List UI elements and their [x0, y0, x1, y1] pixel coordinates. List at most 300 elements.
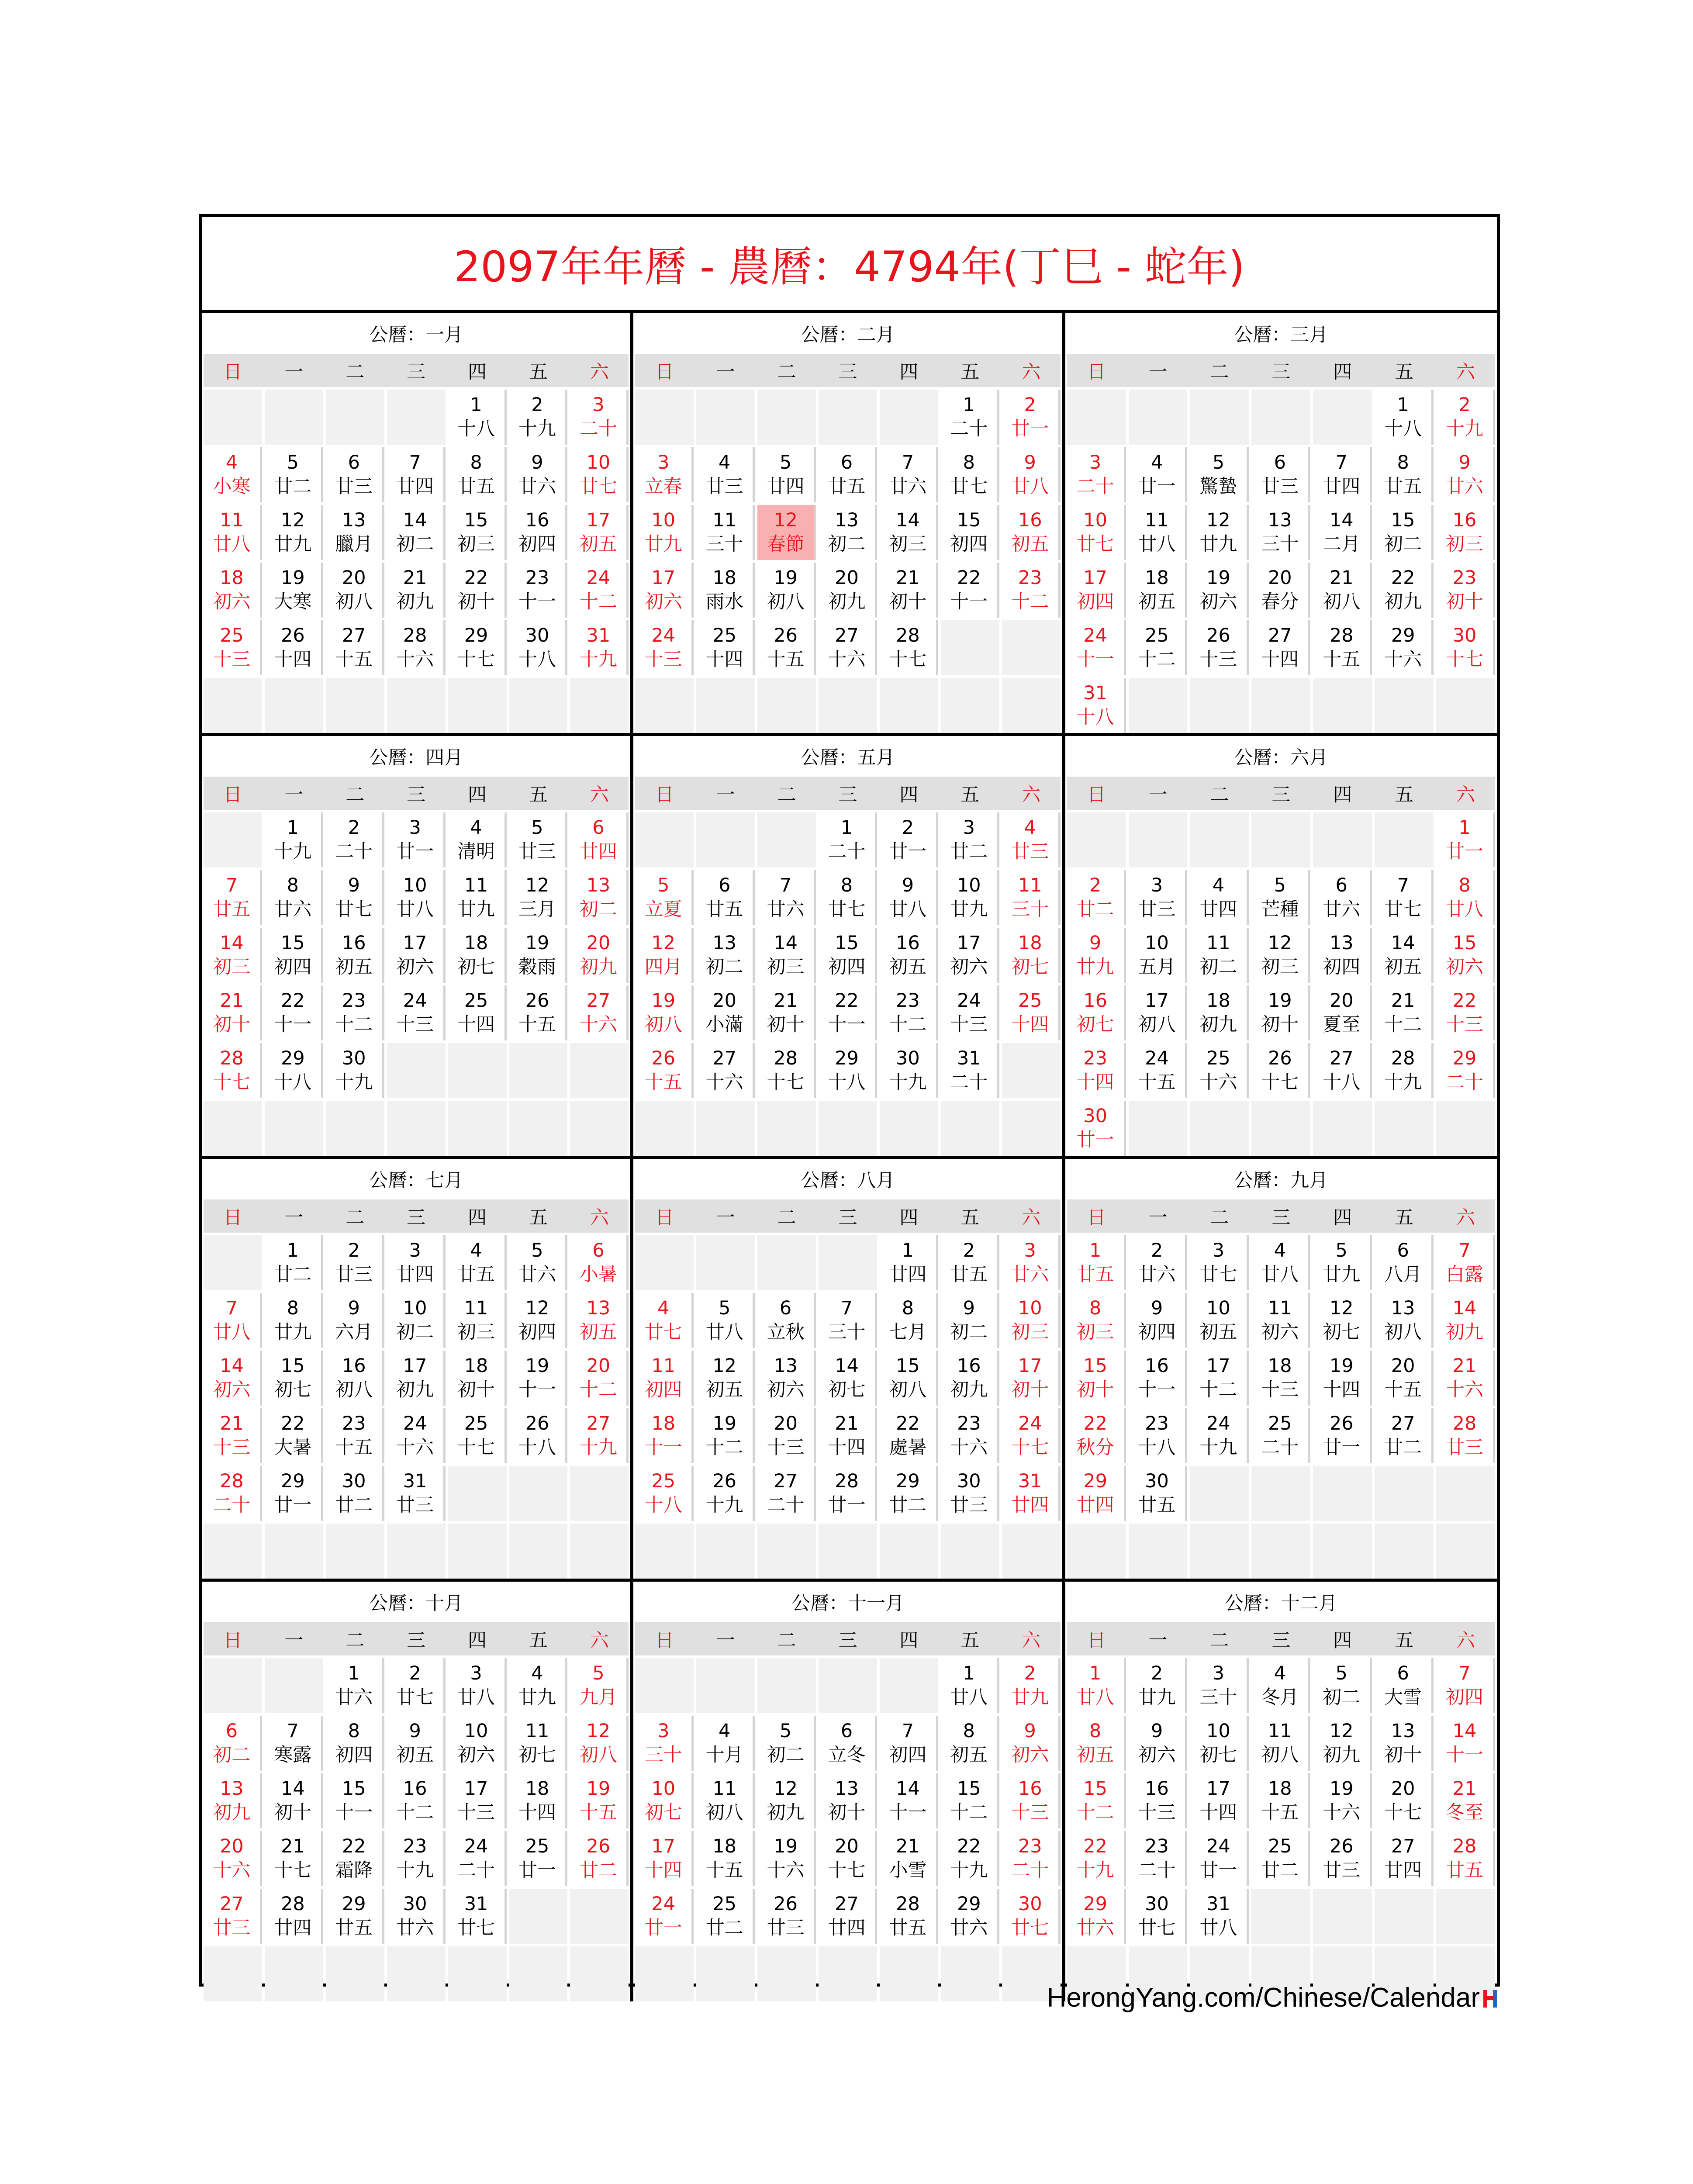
lunar-day: 初五 — [1384, 956, 1422, 978]
day-number: 17 — [1145, 990, 1169, 1012]
day-number: 23 — [342, 990, 366, 1012]
lunar-day: 初九 — [1446, 1321, 1484, 1343]
day-cell — [570, 870, 629, 925]
day-number: 10 — [1018, 1297, 1042, 1319]
lunar-day: 廿一 — [274, 1494, 312, 1516]
weekday-label: 二 — [346, 1206, 365, 1229]
day-number: 7 — [225, 874, 238, 896]
day-cell — [1002, 563, 1061, 618]
lunar-day: 廿七 — [1138, 1917, 1176, 1939]
day-cell — [448, 870, 507, 925]
day-cell — [1129, 985, 1188, 1040]
lunar-day: 廿五 — [950, 1264, 988, 1286]
lunar-day: 二十 — [457, 1859, 495, 1881]
day-number: 17 — [1018, 1355, 1042, 1377]
lunar-day: 廿六 — [950, 1917, 988, 1939]
lunar-day: 初九 — [1199, 1014, 1237, 1036]
lunar-day: 十一 — [1138, 1379, 1176, 1401]
day-cell — [1375, 870, 1434, 925]
day-cell — [1313, 1293, 1372, 1348]
day-number: 6 — [779, 1297, 792, 1319]
empty-cell — [204, 678, 262, 733]
lunar-day: 九月 — [579, 1686, 617, 1708]
weekday-label: 日 — [1087, 1629, 1106, 1652]
lunar-day: 初三 — [1011, 1321, 1049, 1343]
day-number: 8 — [1397, 452, 1409, 473]
day-cell — [387, 870, 446, 925]
weekday-label: 一 — [716, 784, 735, 806]
lunar-day: 十二 — [705, 1437, 743, 1458]
day-cell — [819, 563, 877, 618]
day-number: 9 — [1024, 1720, 1036, 1742]
lunar-day: 十七 — [1384, 1802, 1422, 1824]
day-cell — [265, 505, 323, 560]
day-number: 19 — [774, 1835, 798, 1857]
empty-cell — [570, 678, 629, 733]
weekday-label: 二 — [777, 784, 796, 806]
day-number: 22 — [1083, 1835, 1107, 1857]
day-number: 30 — [403, 1893, 427, 1915]
day-cell — [387, 447, 446, 502]
day-number: 3 — [1151, 874, 1163, 896]
day-number: 30 — [1452, 625, 1477, 646]
day-cell — [1251, 1658, 1310, 1713]
weekday-label: 二 — [1210, 784, 1229, 806]
day-cell — [387, 812, 446, 867]
day-cell — [265, 1293, 323, 1348]
empty-cell — [326, 390, 384, 445]
weekday-label: 日 — [223, 1629, 242, 1652]
day-cell — [635, 1043, 694, 1098]
day-number: 2 — [1089, 874, 1102, 896]
day-cell — [635, 1293, 694, 1348]
day-number: 8 — [470, 452, 482, 473]
lunar-day: 初三 — [457, 533, 495, 555]
lunar-day: 廿七 — [335, 898, 373, 920]
day-number: 4 — [470, 817, 482, 839]
day-cell — [326, 1293, 384, 1348]
day-grid — [204, 390, 629, 733]
day-cell — [1436, 1235, 1495, 1290]
day-number: 25 — [464, 990, 488, 1012]
day-number: 20 — [586, 1355, 611, 1377]
lunar-day: 春節 — [767, 533, 805, 555]
day-number: 30 — [896, 1047, 920, 1069]
day-number: 26 — [1206, 625, 1230, 646]
lunar-day: 廿八 — [396, 898, 434, 920]
day-number: 4 — [718, 1720, 731, 1742]
day-cell — [1067, 563, 1126, 618]
day-number: 7 — [1458, 1662, 1471, 1684]
weekday-label: 六 — [1456, 1206, 1475, 1229]
lunar-day: 十七 — [457, 1437, 495, 1458]
lunar-day: 十三 — [213, 649, 251, 670]
day-cell — [1313, 985, 1372, 1040]
day-number: 7 — [409, 452, 421, 473]
empty-cell — [509, 1466, 568, 1521]
day-number: 30 — [525, 625, 549, 646]
lunar-day: 小雪 — [889, 1859, 927, 1881]
day-cell — [570, 928, 629, 983]
day-number: 27 — [1329, 1047, 1354, 1069]
day-number: 10 — [464, 1720, 488, 1742]
weekday-label: 六 — [1022, 361, 1041, 383]
day-cell — [1375, 1658, 1434, 1713]
day-cell — [1313, 1831, 1372, 1886]
day-number: 25 — [712, 1893, 737, 1915]
lunar-day: 十五 — [1323, 649, 1361, 670]
day-number: 26 — [525, 990, 549, 1012]
day-cell — [1375, 1235, 1434, 1290]
day-number: 16 — [342, 1355, 366, 1377]
day-number: 21 — [774, 990, 798, 1012]
lunar-day: 十八 — [1323, 1071, 1361, 1093]
day-number: 29 — [1083, 1893, 1107, 1915]
empty-cell — [387, 678, 446, 733]
day-cell — [204, 928, 262, 983]
lunar-day: 初七 — [828, 1379, 866, 1401]
lunar-day: 十六 — [767, 1859, 805, 1881]
day-number: 11 — [464, 874, 488, 896]
day-number: 3 — [409, 817, 421, 839]
day-number: 28 — [1452, 1413, 1477, 1434]
lunar-day: 初四 — [828, 956, 866, 978]
lunar-day: 十三 — [644, 649, 682, 670]
lunar-day: 廿九 — [518, 1686, 556, 1708]
lunar-day: 廿七 — [828, 898, 866, 920]
day-number: 20 — [1391, 1355, 1415, 1377]
weekday-label: 日 — [223, 1206, 242, 1229]
lunar-day: 初五 — [950, 1744, 988, 1766]
lunar-day: 廿四 — [1199, 898, 1237, 920]
day-cell — [448, 505, 507, 560]
day-number: 26 — [712, 1470, 737, 1492]
day-number: 11 — [1145, 509, 1169, 531]
empty-cell — [1436, 1889, 1495, 1944]
lunar-day: 十三 — [767, 1437, 805, 1458]
day-cell — [265, 870, 323, 925]
day-cell — [1067, 1773, 1126, 1828]
empty-cell — [448, 1524, 507, 1579]
day-cell — [1002, 870, 1061, 925]
empty-cell — [941, 678, 999, 733]
day-cell — [326, 985, 384, 1040]
lunar-day: 廿八 — [705, 1321, 743, 1343]
day-cell — [1313, 505, 1372, 560]
day-cell — [1190, 1658, 1249, 1713]
day-number: 23 — [896, 990, 920, 1012]
day-cell — [635, 1831, 694, 1886]
lunar-day: 處暑 — [889, 1437, 927, 1458]
lunar-day: 廿六 — [274, 898, 312, 920]
day-cell — [880, 447, 938, 502]
day-cell — [1313, 620, 1372, 675]
lunar-day: 二十 — [1261, 1437, 1299, 1458]
day-number: 13 — [1391, 1297, 1415, 1319]
lunar-day: 初五 — [1076, 1744, 1114, 1766]
day-cell — [387, 1658, 446, 1713]
day-cell — [941, 505, 999, 560]
day-number: 5 — [531, 1240, 543, 1261]
day-cell — [1129, 1466, 1188, 1521]
weekday-label: 四 — [899, 784, 919, 806]
weekday-label: 一 — [284, 1629, 304, 1652]
weekday-label: 二 — [777, 1206, 796, 1229]
lunar-day: 廿五 — [889, 1917, 927, 1939]
lunar-day: 廿一 — [1138, 476, 1176, 498]
weekday-label: 日 — [655, 1206, 674, 1229]
lunar-day: 廿四 — [1323, 476, 1361, 498]
day-number: 1 — [963, 394, 975, 416]
day-cell — [1375, 1351, 1434, 1406]
day-cell — [941, 1716, 999, 1771]
lunar-day: 初九 — [396, 1379, 434, 1401]
day-number: 3 — [963, 817, 975, 839]
day-cell — [570, 1658, 629, 1713]
empty-cell — [696, 1101, 755, 1156]
day-number: 5 — [531, 817, 543, 839]
lunar-day: 夏至 — [1323, 1014, 1361, 1036]
day-cell — [1002, 505, 1061, 560]
day-cell — [1067, 1408, 1126, 1463]
lunar-day: 十三 — [1261, 1379, 1299, 1401]
day-cell — [1190, 1889, 1249, 1944]
day-cell — [204, 1773, 262, 1828]
lunar-day: 廿二 — [274, 1264, 312, 1286]
day-number: 19 — [1268, 990, 1292, 1012]
day-cell — [1129, 1889, 1188, 1944]
day-number: 1 — [902, 1240, 914, 1261]
day-number: 13 — [835, 509, 859, 531]
day-cell — [326, 928, 384, 983]
day-number: 2 — [1151, 1240, 1163, 1261]
day-number: 18 — [220, 567, 244, 589]
day-cell — [509, 1716, 568, 1771]
lunar-day: 廿二 — [335, 1494, 373, 1516]
empty-cell — [941, 1946, 999, 2001]
day-number: 5 — [1335, 1240, 1347, 1261]
weekday-label: 二 — [346, 784, 365, 806]
lunar-day: 廿五 — [457, 476, 495, 498]
day-grid — [635, 1658, 1060, 2001]
day-cell — [326, 1773, 384, 1828]
day-number: 9 — [1458, 452, 1471, 473]
day-cell — [941, 1889, 999, 1944]
lunar-day: 七月 — [889, 1321, 927, 1343]
weekday-label: 三 — [1271, 784, 1291, 806]
day-cell — [387, 1831, 446, 1886]
day-cell — [448, 447, 507, 502]
day-cell — [757, 447, 816, 502]
day-number: 22 — [280, 1413, 305, 1434]
months-grid — [202, 313, 1497, 1984]
day-number: 25 — [1206, 1047, 1230, 1069]
lunar-day: 廿四 — [889, 1264, 927, 1286]
day-cell — [326, 870, 384, 925]
day-number: 9 — [963, 1297, 975, 1319]
day-number: 30 — [1083, 1105, 1107, 1127]
day-number: 1 — [1458, 817, 1471, 839]
lunar-day: 十九 — [579, 649, 617, 670]
month-block — [202, 736, 633, 1159]
day-number: 28 — [280, 1893, 305, 1915]
day-cell — [1313, 1716, 1372, 1771]
lunar-day: 驚蟄 — [1199, 476, 1237, 498]
weekday-label: 四 — [468, 1629, 487, 1652]
empty-cell — [635, 1658, 694, 1713]
day-cell — [509, 812, 568, 867]
empty-cell — [265, 1946, 323, 2001]
day-cell — [204, 1716, 262, 1771]
day-cell — [570, 447, 629, 502]
lunar-day: 十一 — [518, 591, 556, 613]
lunar-day: 初六 — [1261, 1321, 1299, 1343]
lunar-day: 廿八 — [1011, 476, 1049, 498]
day-number: 12 — [774, 1778, 798, 1800]
day-number: 12 — [774, 509, 798, 531]
lunar-day: 初六 — [396, 956, 434, 978]
empty-cell — [265, 1524, 323, 1579]
day-number: 14 — [220, 1355, 244, 1377]
day-cell — [757, 1293, 816, 1348]
day-cell — [448, 1889, 507, 1944]
day-cell — [265, 1235, 323, 1290]
day-number: 7 — [287, 1720, 299, 1742]
lunar-day: 廿三 — [705, 476, 743, 498]
day-number: 20 — [586, 932, 611, 954]
lunar-day: 廿九 — [274, 1321, 312, 1343]
day-cell — [265, 447, 323, 502]
day-number: 17 — [1206, 1778, 1230, 1800]
empty-cell — [757, 1658, 816, 1713]
lunar-day: 初六 — [213, 591, 251, 613]
lunar-day: 三月 — [518, 898, 556, 920]
empty-cell — [204, 390, 262, 445]
weekday-label: 六 — [1022, 1206, 1041, 1229]
weekday-label: 四 — [1333, 1206, 1352, 1229]
weekday-label: 六 — [1022, 784, 1041, 806]
lunar-day: 十六 — [1323, 1802, 1361, 1824]
empty-cell — [1436, 1466, 1495, 1521]
day-number: 17 — [1206, 1355, 1230, 1377]
lunar-day: 初八 — [889, 1379, 927, 1401]
day-cell — [819, 620, 877, 675]
lunar-day: 十月 — [705, 1744, 743, 1766]
lunar-day: 十九 — [889, 1071, 927, 1093]
lunar-day: 十四 — [457, 1014, 495, 1036]
day-cell — [448, 1293, 507, 1348]
day-cell — [1129, 1658, 1188, 1713]
weekday-label: 日 — [223, 361, 242, 383]
empty-cell — [570, 1101, 629, 1156]
empty-cell — [265, 678, 323, 733]
day-number: 26 — [1329, 1413, 1354, 1434]
empty-cell — [819, 1946, 877, 2001]
day-number: 29 — [835, 1047, 859, 1069]
day-number: 24 — [586, 567, 611, 589]
day-number: 23 — [1145, 1835, 1169, 1857]
lunar-day: 初九 — [950, 1379, 988, 1401]
day-cell — [509, 1235, 568, 1290]
lunar-day: 十三 — [396, 1014, 434, 1036]
lunar-day: 初四 — [518, 533, 556, 555]
day-cell — [1375, 1716, 1434, 1771]
lunar-day: 初十 — [889, 591, 927, 613]
day-cell — [696, 563, 755, 618]
day-number: 16 — [1145, 1355, 1169, 1377]
lunar-day: 十三 — [1199, 649, 1237, 670]
lunar-day: 十一 — [335, 1802, 373, 1824]
day-number: 6 — [718, 874, 731, 896]
lunar-day: 十七 — [457, 649, 495, 670]
lunar-day: 初三 — [1076, 1321, 1114, 1343]
day-cell — [757, 1773, 816, 1828]
day-cell — [757, 870, 816, 925]
day-cell — [696, 1773, 755, 1828]
lunar-day: 冬月 — [1261, 1686, 1299, 1708]
lunar-day: 初九 — [213, 1802, 251, 1824]
lunar-day: 廿一 — [644, 1917, 682, 1939]
day-cell — [1190, 1293, 1249, 1348]
day-number: 23 — [957, 1413, 981, 1434]
month-title: 公曆：十月 — [369, 1593, 463, 1614]
day-cell — [941, 447, 999, 502]
day-number: 27 — [1268, 625, 1292, 646]
day-cell — [509, 563, 568, 618]
day-number: 18 — [712, 567, 737, 589]
day-number: 18 — [1268, 1355, 1292, 1377]
day-grid — [1067, 812, 1495, 1156]
day-number: 7 — [1397, 874, 1409, 896]
day-number: 23 — [342, 1413, 366, 1434]
empty-cell — [204, 1101, 262, 1156]
lunar-day: 寒露 — [274, 1744, 312, 1766]
day-number: 9 — [1151, 1720, 1163, 1742]
day-cell — [265, 1043, 323, 1098]
weekday-label: 五 — [529, 1206, 548, 1229]
lunar-day: 初十 — [457, 1379, 495, 1401]
lunar-day: 二十 — [767, 1494, 805, 1516]
lunar-day: 初四 — [950, 533, 988, 555]
day-number: 3 — [592, 394, 605, 416]
day-cell — [570, 1408, 629, 1463]
day-number: 14 — [1452, 1297, 1477, 1319]
lunar-day: 初六 — [1138, 1744, 1176, 1766]
weekday-label: 六 — [1456, 1629, 1475, 1652]
empty-cell — [509, 678, 568, 733]
lunar-day: 初五 — [396, 1744, 434, 1766]
lunar-day: 初五 — [579, 1321, 617, 1343]
day-cell — [448, 563, 507, 618]
weekday-label: 四 — [1333, 361, 1352, 383]
day-cell — [570, 620, 629, 675]
weekday-header — [204, 1199, 629, 1233]
day-cell — [941, 985, 999, 1040]
day-number: 16 — [403, 1778, 427, 1800]
day-number: 22 — [835, 990, 859, 1012]
day-cell — [570, 812, 629, 867]
lunar-day: 二十 — [1446, 1071, 1484, 1093]
day-cell — [1129, 1773, 1188, 1828]
day-cell — [1251, 1831, 1310, 1886]
day-number: 12 — [280, 509, 305, 531]
day-cell — [1067, 928, 1126, 983]
lunar-day: 十三 — [1138, 1802, 1176, 1824]
lunar-day: 廿七 — [644, 1321, 682, 1343]
day-number: 6 — [1397, 1240, 1409, 1261]
empty-cell — [757, 390, 816, 445]
day-number: 6 — [592, 817, 605, 839]
